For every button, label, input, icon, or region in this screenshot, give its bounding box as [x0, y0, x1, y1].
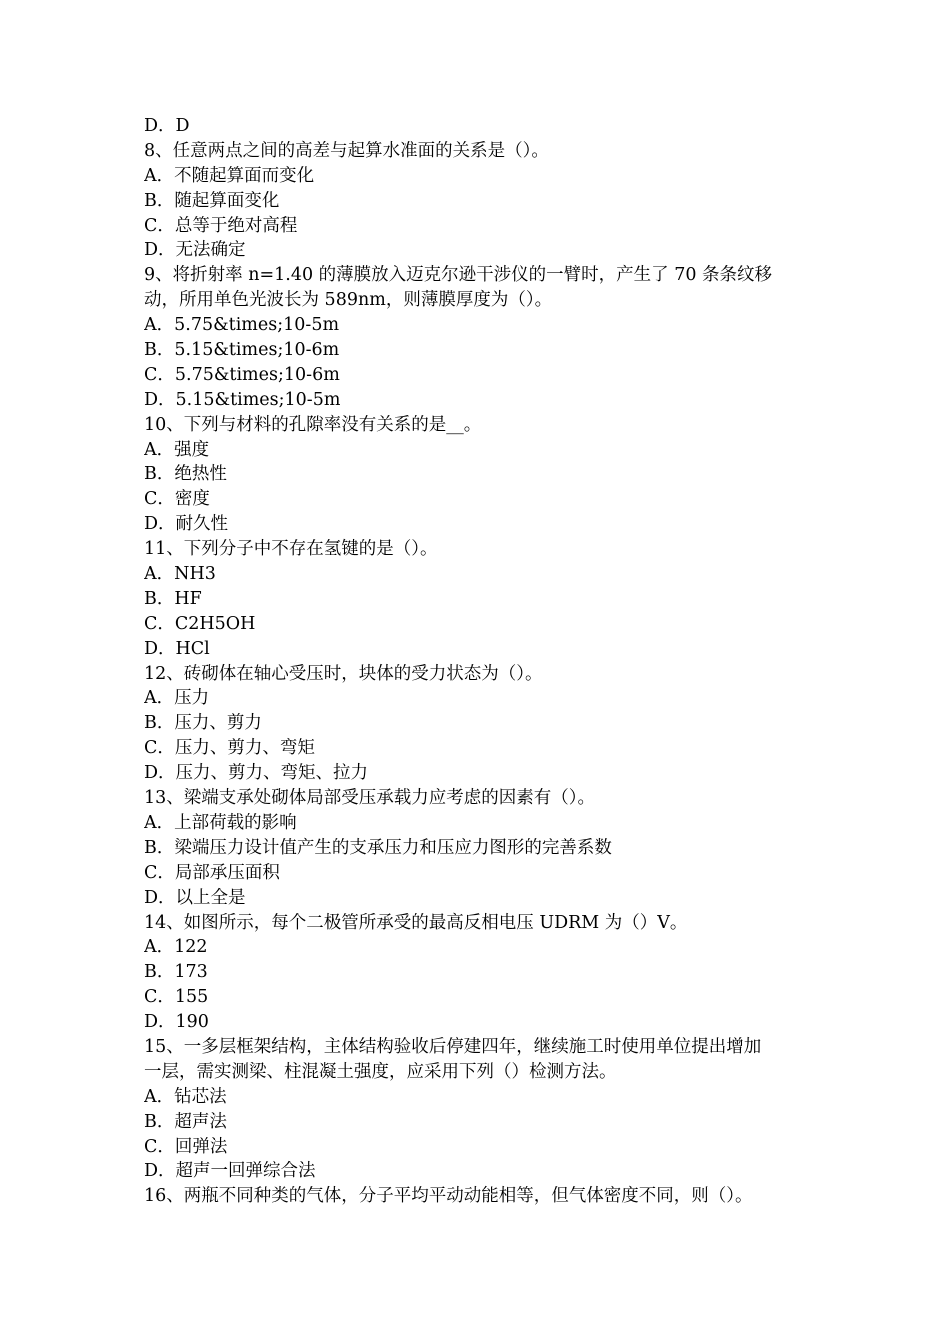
document-body [144, 114, 814, 1209]
answer-option: A．钻芯法 [144, 1086, 227, 1107]
question-10: 10、下列与材料的孔隙率没有关系的是__。 [144, 414, 482, 435]
answer-option: D．压力、剪力、弯矩、拉力 [144, 763, 369, 784]
answer-option: B．HF [144, 588, 202, 609]
answer-option: B．173 [144, 962, 208, 983]
question-8: 8、任意两点之间的高差与起算水准面的关系是（）。 [144, 140, 549, 161]
question-9-line-1: 9、将折射率 n=1.40 的薄膜放入迈克尔逊干涉仪的一臂时，产生了 70 条条纹移 [144, 265, 773, 286]
answer-option: D．HCl [144, 638, 210, 659]
question-15-line-1: 15、一多层框架结构，主体结构验收后停建四年，继续施工时使用单位提出增加 [144, 1036, 762, 1057]
answer-option: D．D [144, 116, 190, 136]
answer-option: A．压力 [144, 688, 210, 709]
question-12: 12、砖砌体在轴心受压时，块体的受力状态为（）。 [144, 663, 543, 684]
question-9-line-2: 动，所用单色光波长为 589nm，则薄膜厚度为（）。 [144, 290, 553, 311]
answer-option: D．5.15&times;10-5m [144, 389, 341, 410]
answer-option: B．超声法 [144, 1111, 227, 1132]
question-14: 14、如图所示，每个二极管所承受的最高反相电压 UDRM 为（）V。 [144, 912, 688, 933]
answer-option: A．上部荷载的影响 [144, 812, 297, 833]
answer-option: A．NH3 [144, 564, 216, 585]
answer-option: C．密度 [144, 489, 210, 510]
answer-option: B．绝热性 [144, 464, 227, 485]
answer-option: B．随起算面变化 [144, 190, 280, 211]
question-13: 13、梁端支承处砌体局部受压承载力应考虑的因素有（）。 [144, 788, 596, 809]
answer-option: D．以上全是 [144, 887, 246, 908]
question-15-line-2: 一层，需实测梁、柱混凝土强度，应采用下列（）检测方法。 [144, 1061, 617, 1082]
answer-option: A．5.75&times;10-5m [144, 315, 340, 336]
answer-option: B．压力、剪力 [144, 713, 262, 734]
answer-option: A．强度 [144, 439, 210, 460]
answer-option: C．局部承压面积 [144, 862, 280, 883]
answer-option: C．155 [144, 987, 209, 1008]
question-16: 16、两瓶不同种类的气体，分子平均平动动能相等，但气体密度不同，则（）。 [144, 1186, 753, 1207]
answer-option: C．5.75&times;10-6m [144, 364, 340, 385]
answer-option: C．C2H5OH [144, 613, 256, 634]
question-11: 11、下列分子中不存在氢键的是（）。 [144, 539, 438, 560]
answer-option: B．梁端压力设计值产生的支承压力和压应力图形的完善系数 [144, 837, 612, 858]
answer-option: B．5.15&times;10-6m [144, 340, 340, 361]
answer-option: D．超声一回弹综合法 [144, 1161, 316, 1182]
answer-option: A．不随起算面而变化 [144, 165, 315, 186]
answer-option: C．回弹法 [144, 1136, 228, 1157]
answer-option: D．无法确定 [144, 240, 246, 261]
answer-option: C．压力、剪力、弯矩 [144, 738, 315, 759]
answer-option: D．190 [144, 1012, 209, 1033]
answer-option: D．耐久性 [144, 514, 229, 535]
answer-option: C．总等于绝对高程 [144, 215, 298, 236]
answer-option: A．122 [144, 937, 208, 958]
